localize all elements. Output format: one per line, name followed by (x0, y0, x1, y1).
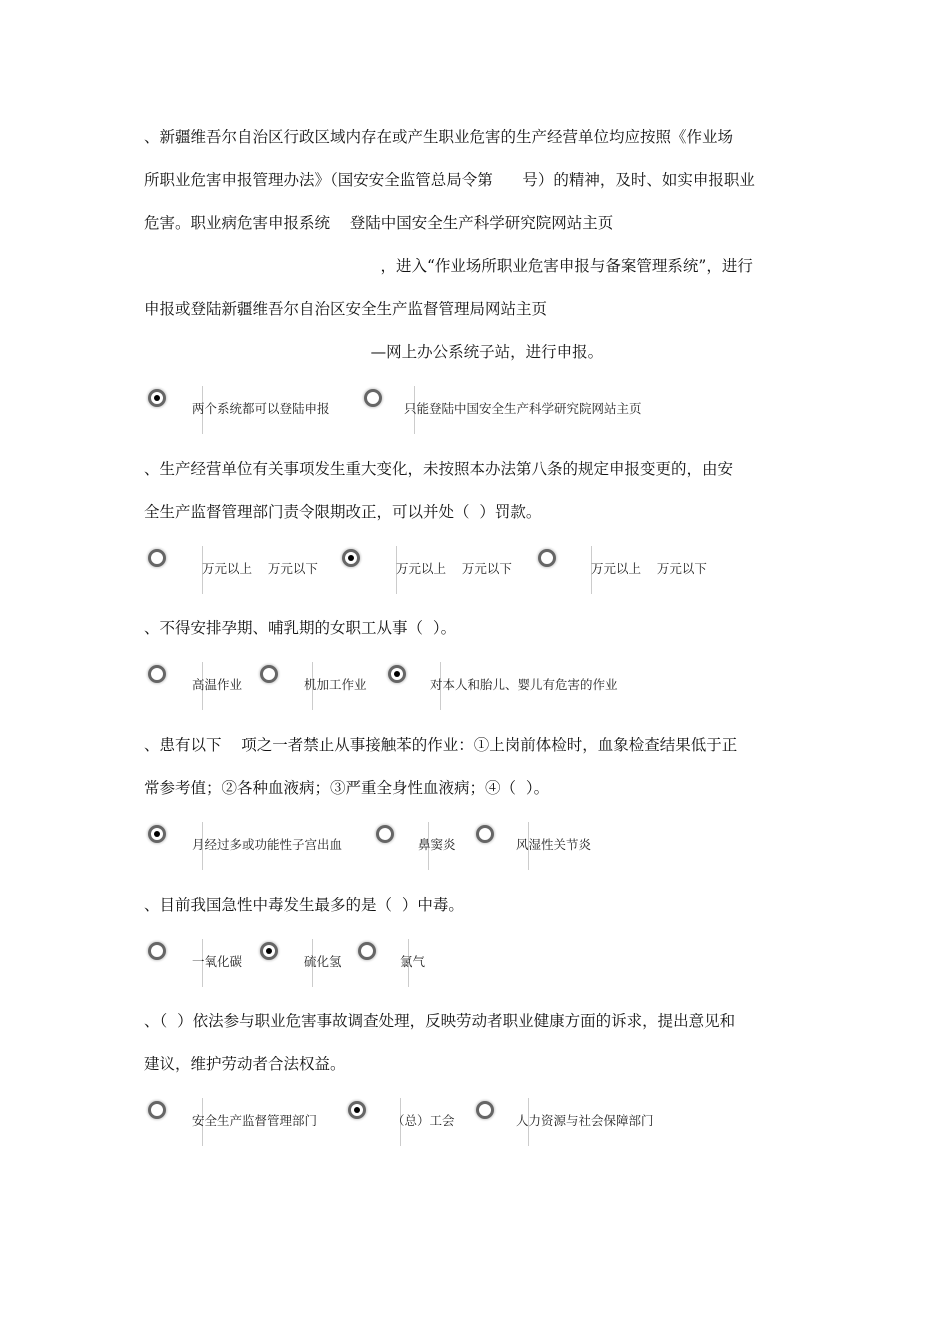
q2-option-2-radio[interactable] (342, 549, 360, 567)
q3-option-2-label: 机加工作业 (304, 677, 367, 692)
question-5 (144, 884, 812, 927)
question-1-line-4: ，进入“作业场所职业危害申报与备案管理系统”，进行 (144, 257, 753, 275)
q1-option-1-label: 两个系统都可以登陆申报 (192, 401, 330, 416)
q3-option-2-radio[interactable] (260, 665, 278, 683)
question-6-line-2: 建议，维护劳动者合法权益。 (144, 1055, 346, 1073)
question-6 (144, 1000, 812, 1086)
q4-option-2-label: 鼻窦炎 (418, 837, 456, 852)
question-1-line-5: 申报或登陆新疆维吾尔自治区安全生产监督管理局网站主页 (144, 300, 548, 318)
q6-option-3-label: 人力资源与社会保障部门 (516, 1113, 654, 1128)
q4-option-3-label: 风湿性关节炎 (516, 837, 592, 852)
question-1-line-6: —网上办公系统子站，进行申报。 (144, 343, 604, 361)
q3-option-3-radio[interactable] (388, 665, 406, 683)
q5-option-3-radio[interactable] (358, 942, 376, 960)
question-1-line-2: 所职业危害申报管理办法》（国安安全监管总局令第 号）的精神，及时、如实申报职业 (144, 171, 755, 189)
q4-option-1-radio[interactable] (148, 825, 166, 843)
q5-option-2-label: 硫化氢 (304, 954, 342, 969)
question-4-line-2: 常参考值；②各种血液病；③严重全身性血液病；④（ ）。 (144, 779, 550, 797)
question-1-line-3: 危害。职业病危害申报系统 登陆中国安全生产科学研究院网站主页 (144, 214, 614, 232)
question-3-line-1: 、不得安排孕期、哺乳期的女职工从事（ ）。 (144, 619, 457, 637)
q1-option-1-radio[interactable] (148, 389, 166, 407)
q4-option-1-label: 月经过多或功能性子宫出血 (192, 837, 343, 852)
question-3 (144, 607, 812, 650)
q5-option-1-label: 一氧化碳 (192, 954, 243, 969)
question-2-line-2: 全生产监督管理部门责令限期改正，可以并处（ ）罚款。 (144, 503, 542, 521)
question-4-line-1: 、患有以下 项之一者禁止从事接触苯的作业：①上岗前体检时，血象检查结果低于正 (144, 736, 738, 754)
q3-option-1-radio[interactable] (148, 665, 166, 683)
q5-option-1-radio[interactable] (148, 942, 166, 960)
q4-option-3-radio[interactable] (476, 825, 494, 843)
q6-option-2-radio[interactable] (348, 1101, 366, 1119)
question-1-line-1: 、新疆维吾尔自治区行政区域内存在或产生职业危害的生产经营单位均应按照《作业场 (144, 128, 734, 146)
q2-option-1-label: 万元以上 万元以下 (202, 561, 318, 576)
question-5-line-1: 、目前我国急性中毒发生最多的是（ ）中毒。 (144, 896, 464, 914)
q1-option-2-radio[interactable] (364, 389, 382, 407)
q6-option-1-label: 安全生产监督管理部门 (192, 1113, 318, 1128)
question-4 (144, 724, 812, 810)
q5-option-3-label: 氯气 (400, 954, 426, 969)
question-1 (144, 116, 812, 374)
q2-option-3-radio[interactable] (538, 549, 556, 567)
q4-option-2-radio[interactable] (376, 825, 394, 843)
question-2 (144, 448, 812, 534)
q3-option-1-label: 高温作业 (192, 677, 243, 692)
question-2-line-1: 、生产经营单位有关事项发生重大变化，未按照本办法第八条的规定申报变更的，由安 (144, 460, 734, 478)
q2-option-2-label: 万元以上 万元以下 (396, 561, 512, 576)
q6-option-2-label: （总）工会 (392, 1113, 455, 1128)
q2-option-1-radio[interactable] (148, 549, 166, 567)
q3-option-3-label: 对本人和胎儿、婴儿有危害的作业 (430, 677, 618, 692)
q5-option-2-radio[interactable] (260, 942, 278, 960)
q2-option-3-label: 万元以上 万元以下 (591, 561, 707, 576)
q1-option-2-label: 只能登陆中国安全生产科学研究院网站主页 (404, 401, 642, 416)
q6-option-3-radio[interactable] (476, 1101, 494, 1119)
question-6-line-1: 、（ ）依法参与职业危害事故调查处理，反映劳动者职业健康方面的诉求，提出意见和 (144, 1012, 736, 1030)
q6-option-1-radio[interactable] (148, 1101, 166, 1119)
